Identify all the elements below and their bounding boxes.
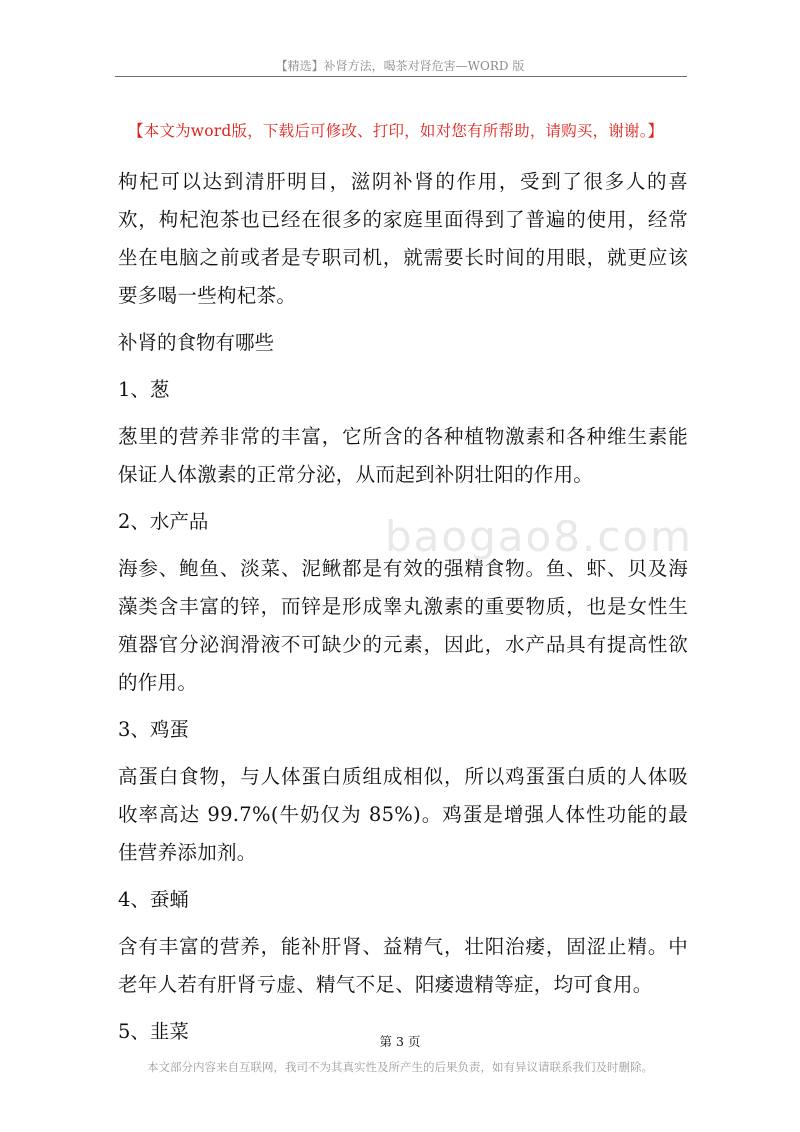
paragraph-scallion: 葱里的营养非常的丰富，它所含的各种植物激素和各种维生素能保证人体激素的正常分泌，从而起到补阴壮阳的作用。 <box>118 425 688 486</box>
watermark: baogao8.com <box>385 512 693 561</box>
page-header: 【精选】补肾方法，喝茶对肾危害—WORD 版 <box>275 59 525 73</box>
paragraph-intro: 枸杞可以达到清肝明目，滋阴补肾的作用，受到了很多人的喜欢，枸杞泡茶也已经在很多的家庭里面得到了普遍的使用，经常坐在电脑之前或者是专职司机，就需要长时间的用眼，就更应该要多喝一些枸杞茶。 <box>118 170 688 307</box>
page-footer: 本文部分内容来自互联网，我司不为其真实性及所产生的后果负责，如有异议请联系我们及时删除。 <box>147 1060 653 1074</box>
item-heading-chives: 5、韭菜 <box>118 1020 189 1043</box>
item-heading-seafood: 2、水产品 <box>118 510 209 533</box>
item-heading-scallion: 1、葱 <box>118 378 170 401</box>
header-divider <box>115 76 687 77</box>
item-heading-silkworm: 4、蚕蛹 <box>118 888 189 911</box>
purchase-notice: 【本文为word版，下载后可修改、打印，如对您有所帮助，请购买，谢谢。】 <box>128 122 664 140</box>
item-heading-egg: 3、鸡蛋 <box>118 718 189 741</box>
paragraph-silkworm: 含有丰富的营养，能补肝肾、益精气，壮阳治痿，固涩止精。中老年人若有肝肾亏虚、精气不足、阳痿遗精等症，均可食用。 <box>118 935 688 996</box>
section-heading: 补肾的食物有哪些 <box>118 331 275 354</box>
paragraph-egg: 高蛋白食物，与人体蛋白质组成相似，所以鸡蛋蛋白质的人体吸收率高达 99.7%(牛奶仅为 85%)。鸡蛋是增强人体性功能的最佳营养添加剂。 <box>118 765 688 864</box>
page-number: 第 3 页 <box>379 1034 421 1049</box>
paragraph-seafood: 海参、鲍鱼、淡菜、泥鳅都是有效的强精食物。鱼、虾、贝及海藻类含丰富的锌，而锌是形成睾丸激素的重要物质，也是女性生殖器官分泌润滑液不可缺少的元素，因此，水产品具有提高性欲的作用。 <box>118 557 688 694</box>
article-body <box>118 163 688 1060</box>
